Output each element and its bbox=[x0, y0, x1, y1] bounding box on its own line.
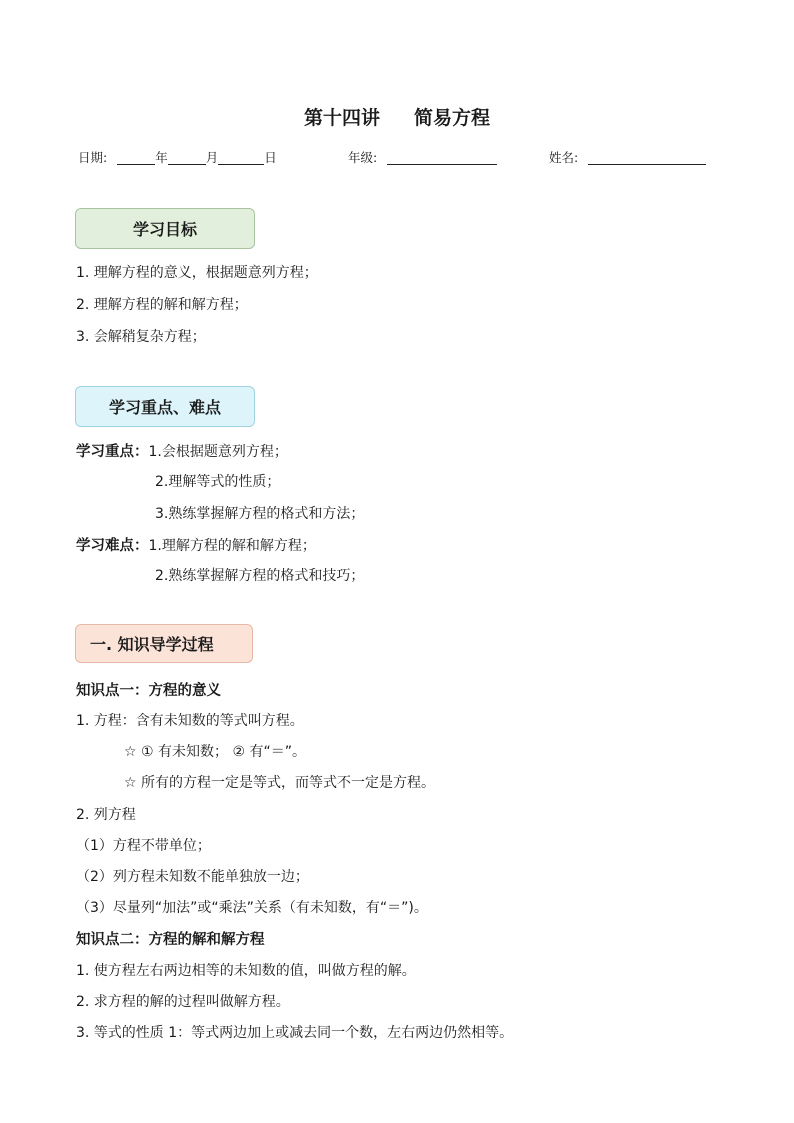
focus-item: 2.理解等式的性质； bbox=[155, 474, 281, 490]
name-label: 姓名: bbox=[549, 150, 579, 165]
grade-blank[interactable] bbox=[387, 151, 497, 165]
date-label: 日期: bbox=[78, 150, 108, 165]
year-label: 年 bbox=[155, 150, 168, 165]
month-label: 月 bbox=[205, 150, 219, 165]
goal-item: 2. 理解方程的解和解方程； bbox=[76, 297, 248, 313]
day-blank[interactable] bbox=[218, 151, 264, 165]
keypoints-heading: 学习重点、难点 bbox=[108, 398, 221, 417]
focus-row bbox=[76, 440, 288, 461]
month-blank[interactable] bbox=[168, 151, 206, 165]
goals-heading: 学习目标 bbox=[132, 220, 197, 239]
day-label: 日 bbox=[264, 150, 277, 165]
focus-item: 1.会根据题意列方程； bbox=[148, 444, 288, 460]
date-field bbox=[78, 148, 277, 166]
p1-star2: ☆ 所有的方程一定是等式，而等式不一定是方程。 bbox=[124, 775, 435, 791]
grade-field bbox=[348, 148, 497, 166]
point2-title: 知识点二：方程的解和解方程 bbox=[76, 932, 265, 948]
knowledge-heading-box bbox=[75, 624, 253, 663]
title-part1: 第十四讲 bbox=[303, 107, 380, 129]
p2-line2: 2. 求方程的解的过程叫做解方程。 bbox=[76, 994, 290, 1010]
knowledge-heading: 一. 知识导学过程 bbox=[90, 635, 214, 654]
p1-line2: 2. 列方程 bbox=[76, 807, 136, 823]
p1-line1: 1. 方程：含有未知数的等式叫方程。 bbox=[76, 713, 304, 729]
p1-sub3: （3）尽量列“加法”或“乘法”关系（有未知数，有“＝”)。 bbox=[76, 900, 428, 916]
page-title bbox=[0, 103, 794, 130]
p2-line3: 3. 等式的性质 1：等式两边加上或减去同一个数，左右两边仍然相等。 bbox=[76, 1025, 514, 1041]
focus-item: 3.熟练掌握解方程的格式和方法； bbox=[155, 506, 365, 522]
keypoints-heading-box bbox=[75, 386, 255, 427]
grade-label: 年级: bbox=[348, 150, 378, 165]
goals-heading-box bbox=[75, 208, 255, 249]
p1-sub2: （2）列方程未知数不能单独放一边； bbox=[76, 869, 309, 885]
name-blank[interactable] bbox=[588, 151, 706, 165]
name-field bbox=[549, 148, 706, 166]
difficulty-item: 1.理解方程的解和解方程； bbox=[148, 538, 316, 554]
difficulty-row bbox=[76, 534, 316, 555]
title-part2: 简易方程 bbox=[414, 107, 491, 129]
point1-title: 知识点一：方程的意义 bbox=[76, 683, 221, 699]
focus-label: 学习重点： bbox=[76, 444, 149, 460]
goal-item: 1. 理解方程的意义，根据题意列方程； bbox=[76, 265, 318, 281]
difficulty-item: 2.熟练掌握解方程的格式和技巧； bbox=[155, 568, 365, 584]
goal-item: 3. 会解稍复杂方程； bbox=[76, 329, 206, 345]
p1-sub1: （1）方程不带单位； bbox=[76, 838, 211, 854]
p2-line1: 1. 使方程左右两边相等的未知数的值，叫做方程的解。 bbox=[76, 963, 416, 979]
difficulty-label: 学习难点： bbox=[76, 538, 149, 554]
p1-star1: ☆ ① 有未知数； ② 有“＝”。 bbox=[124, 744, 306, 760]
year-blank[interactable] bbox=[117, 151, 155, 165]
